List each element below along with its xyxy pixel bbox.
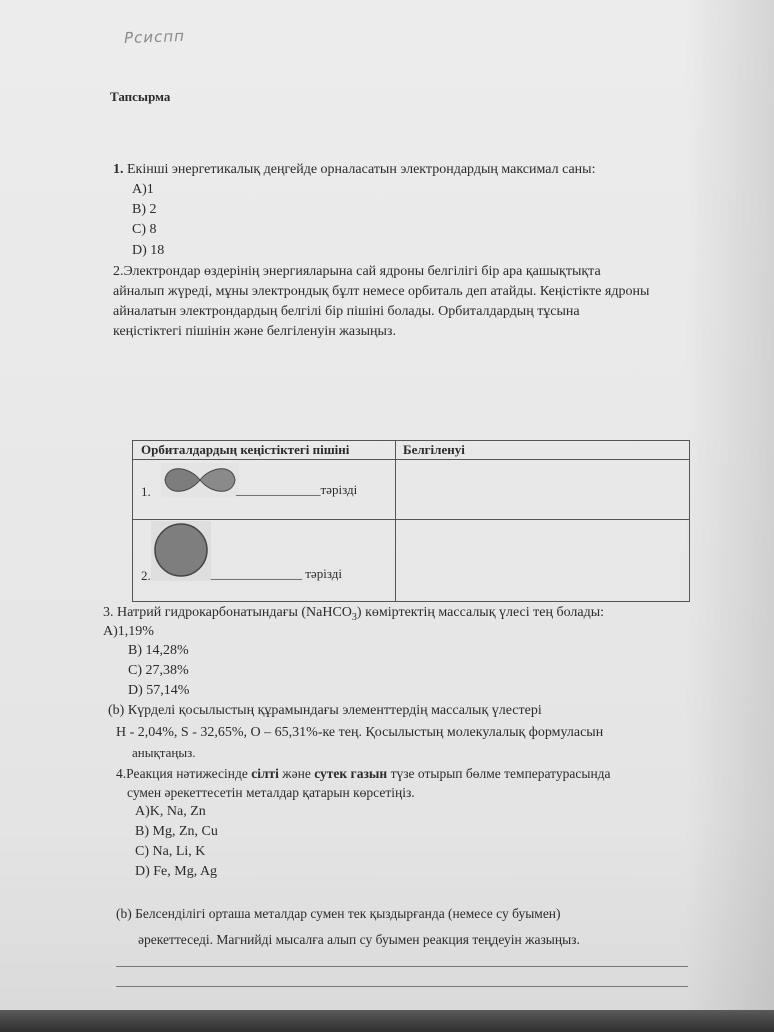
q3-option-c: C) 27,38%	[128, 663, 189, 678]
q3b-line-1: (b) Күрделі қосылыстың құрамындағы элементтердің массалық үлестері	[108, 703, 542, 718]
q2-line-2: айналып жүреді, мұны электрондық бұлт немесе орбиталь деп атайды. Кеңістікте ядроны	[113, 284, 650, 299]
q4-line-2: сумен әрекеттесетін металдар қатарын көрсетіңіз.	[127, 785, 415, 800]
q2-line-3: айналатын электрондардың белгілі бір пішіні болады. Орбиталдардың тұсына	[113, 304, 580, 319]
q4-option-d: D) Fe, Mg, Ag	[135, 864, 218, 879]
q3-option-a: A)1,19%	[103, 624, 154, 639]
row1-blank: _____________тәрізді	[236, 482, 358, 497]
q4b-line-2: әрекеттеседі. Магнийді мысалға алып су буымен реакция теңдеуін жазыңыз.	[138, 932, 580, 947]
q4-option-c: C) Na, Li, K	[135, 844, 206, 859]
q4-option-a: A)K, Na, Zn	[135, 804, 206, 819]
q4-option-b: B) Mg, Zn, Cu	[135, 824, 218, 839]
page-title: Тапсырма	[110, 89, 171, 104]
orbital-table	[132, 440, 690, 602]
q3-option-d: D) 57,14%	[128, 683, 190, 698]
photo-background-edge	[0, 1010, 774, 1032]
q1-option-d: D) 18	[132, 243, 165, 258]
q3b-line-2: H - 2,04%, S - 32,65%, O – 65,31%-ке тең. Қосылыстың молекулалық формуласын	[116, 725, 604, 740]
q1-text: 1. Екінші энергетикалық деңгейде орналасатын электрондардың максимал саны:	[113, 162, 596, 177]
row2-number: 2.	[141, 568, 151, 583]
answer-line-1	[116, 966, 688, 967]
answer-line-2	[116, 986, 688, 987]
q1-option-a: A)1	[132, 182, 154, 197]
q4-line-1: 4.Реакция нәтижесінде сілті және сутек газын түзе отырып бөлме температурасында	[116, 766, 611, 781]
q2-line-1: 2.Электрондар өздерінің энергияларына сай ядроны белгілігі бір ара қашықтықта	[113, 264, 601, 279]
row2-blank: ______________ тәрізді	[211, 566, 342, 581]
q3-text: 3. Натрий гидрокарбонатындағы (NaHCO$_3$) көміртектің массалық үлесі тең болады:	[103, 605, 605, 623]
q1-option-b: B) 2	[132, 202, 157, 217]
table-header-shape: Орбиталдардың кеңістіктегі пішіні	[141, 442, 350, 457]
q1-option-c: C) 8	[132, 222, 157, 237]
p-orbital-dumbbell-icon	[161, 463, 239, 497]
q4b-line-1: (b) Белсенділігі орташа металдар сумен тек қыздырғанда (немесе су буымен)	[116, 906, 561, 921]
q3b-line-3: анықтаңыз.	[132, 745, 196, 760]
q3-option-b: B) 14,28%	[128, 643, 189, 658]
q2-line-4: кеңістіктегі пішінін және белгіленуін жазыңыз.	[113, 324, 396, 339]
table-header-label: Белгіленуі	[403, 442, 465, 457]
row1-number: 1.	[141, 484, 151, 499]
handwritten-note: Рсиспп	[123, 26, 186, 48]
s-orbital-sphere-icon	[151, 521, 211, 581]
